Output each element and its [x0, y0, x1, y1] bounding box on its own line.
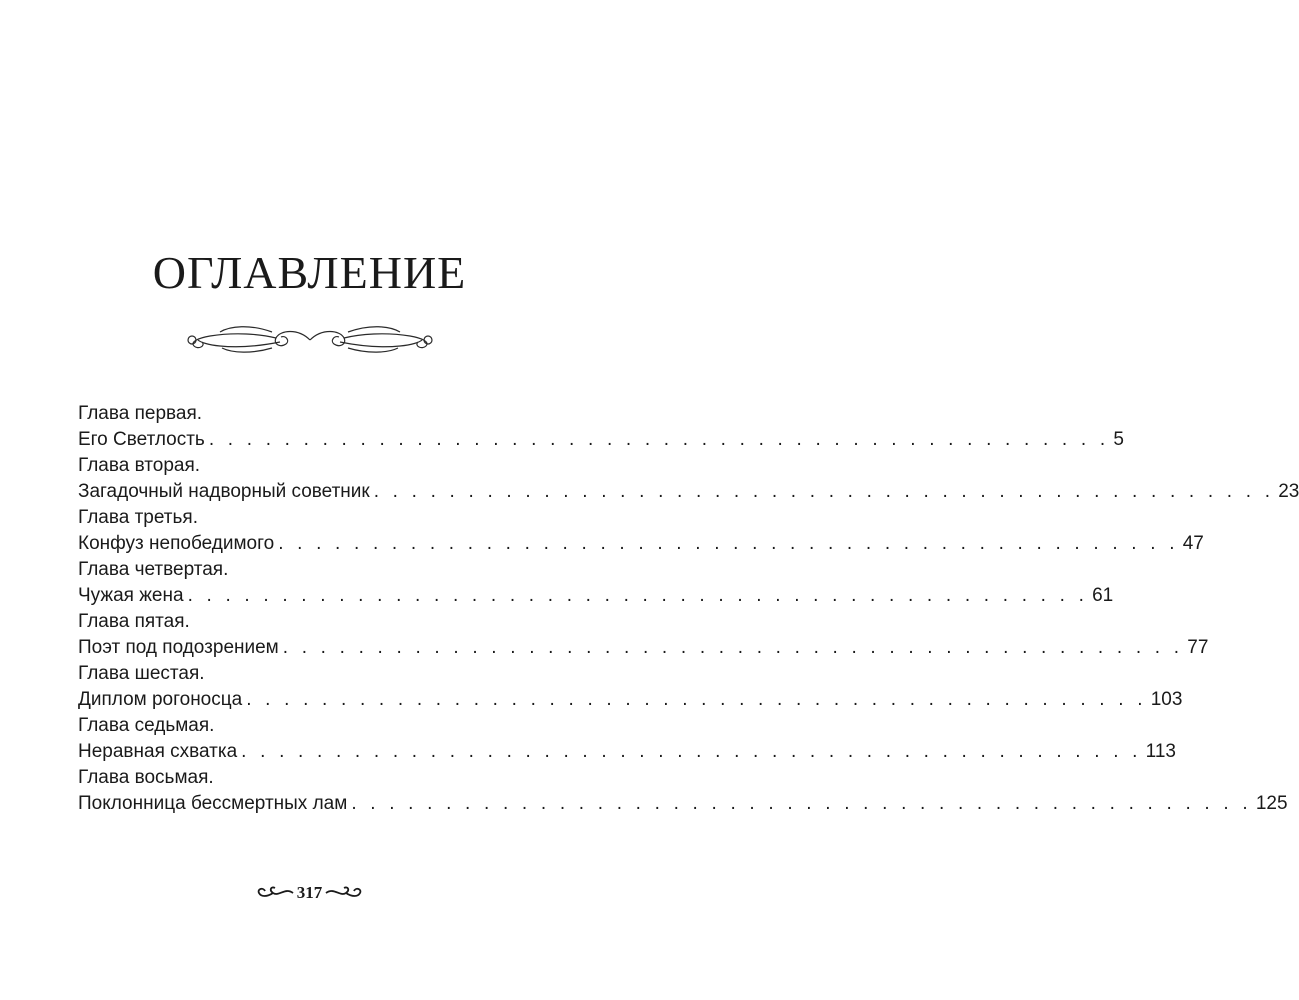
page-number: 61	[1092, 585, 1114, 606]
dot-leader: . . . . . . . . . . . . . . . . . . . . . . . . . . . . . . . . . . . . . . . . . . . . . . . .	[282, 637, 1184, 658]
dot-leader: . . . . . . . . . . . . . . . . . . . . . . . . . . . . . . . . . . . . . . . . . . . . . . . .	[351, 793, 1252, 814]
chapter-title: Неравная схватка	[78, 741, 238, 762]
page-title: ОГЛАВЛЕНИЕ	[152, 247, 467, 298]
chapter-label: Глава шестая.	[78, 663, 205, 684]
page-number: 125	[1255, 793, 1288, 814]
scroll-flourish-icon	[180, 320, 440, 360]
page-number: 23	[1278, 481, 1299, 502]
toc-entry[interactable]	[78, 505, 1204, 557]
chapter-label: Глава пятая.	[78, 611, 190, 632]
toc-entry[interactable]	[78, 713, 1176, 765]
table-of-contents	[78, 401, 1299, 817]
toc-entry[interactable]	[78, 453, 1299, 505]
toc-entry[interactable]	[78, 765, 1288, 817]
chapter-label: Глава вторая.	[78, 455, 201, 476]
chapter-label: Глава восьмая.	[78, 767, 214, 788]
dot-leader: . . . . . . . . . . . . . . . . . . . . . . . . . . . . . . . . . . . . . . . . . . . . . . . .	[373, 481, 1275, 502]
chapter-label: Глава первая.	[78, 403, 203, 424]
toc-entry[interactable]	[78, 557, 1114, 609]
left-flourish-icon	[255, 883, 295, 903]
chapter-title: Конфуз непобедимого	[78, 533, 275, 554]
page-footer	[0, 883, 619, 903]
dot-leader: . . . . . . . . . . . . . . . . . . . . . . . . . . . . . . . . . . . . . . . . . . . . . . . .	[208, 429, 1110, 450]
chapter-title-line	[78, 427, 1124, 453]
chapter-title-line	[78, 687, 1183, 713]
chapter-label: Глава третья.	[78, 507, 198, 528]
chapter-title: Его Светлость	[78, 429, 205, 450]
chapter-label: Глава четвертая.	[78, 559, 229, 580]
chapter-title: Поклонница бессмертных лам	[78, 793, 348, 814]
toc-entry[interactable]	[78, 661, 1183, 713]
chapter-title-line	[78, 635, 1209, 661]
toc-entry[interactable]	[78, 609, 1209, 661]
dot-leader: . . . . . . . . . . . . . . . . . . . . . . . . . . . . . . . . . . . . . . . . . . . . . . . .	[278, 533, 1179, 554]
chapter-title-line	[78, 791, 1288, 817]
page-number: 103	[1150, 689, 1183, 710]
dot-leader: . . . . . . . . . . . . . . . . . . . . . . . . . . . . . . . . . . . . . . . . . . . . . . . .	[187, 585, 1089, 606]
page-number: 77	[1187, 637, 1209, 658]
chapter-title: Поэт под подозрением	[78, 637, 279, 658]
chapter-title-line	[78, 479, 1299, 505]
chapter-title: Загадочный надворный советник	[78, 481, 370, 502]
chapter-title-line	[78, 583, 1114, 609]
chapter-title: Диплом рогоносца	[78, 689, 243, 710]
chapter-title: Чужая жена	[78, 585, 184, 606]
toc-entry[interactable]	[78, 401, 1124, 453]
page-number-footer: 317	[296, 883, 323, 902]
page-number: 47	[1182, 533, 1204, 554]
chapter-title-line	[78, 739, 1176, 765]
page-number: 113	[1145, 741, 1176, 762]
chapter-title-line	[78, 531, 1204, 557]
right-flourish-icon	[324, 883, 364, 903]
page-number: 5	[1113, 429, 1124, 450]
dot-leader: . . . . . . . . . . . . . . . . . . . . . . . . . . . . . . . . . . . . . . . . . . . . . . . .	[241, 741, 1142, 762]
dot-leader: . . . . . . . . . . . . . . . . . . . . . . . . . . . . . . . . . . . . . . . . . . . . . . . .	[246, 689, 1147, 710]
chapter-label: Глава седьмая.	[78, 715, 215, 736]
